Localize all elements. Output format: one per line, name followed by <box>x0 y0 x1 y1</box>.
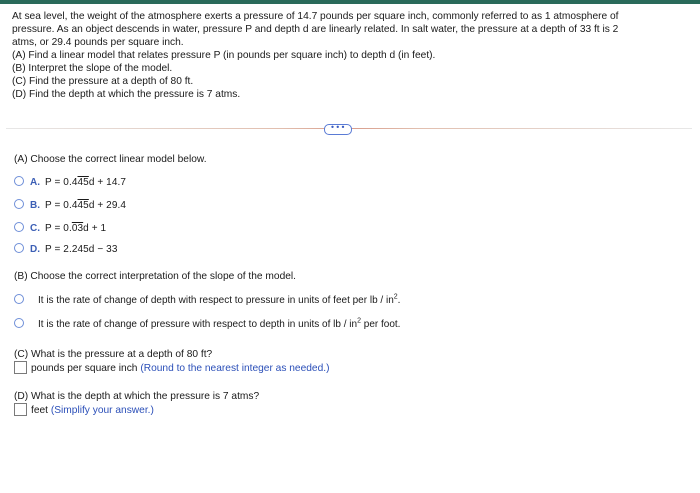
question-d-prompt: (D) What is the depth at which the pressure is 7 atms? <box>14 391 260 402</box>
expr-post: d + 29.4 <box>88 200 127 211</box>
hint-text: (Simplify your answer.) <box>50 405 154 417</box>
expr-pre: P = 0.4 <box>45 177 78 188</box>
option-b[interactable] <box>14 199 126 213</box>
question-c-prompt: (C) What is the pressure at a depth of 80 ft? <box>14 349 213 360</box>
answer-row-d <box>14 404 154 418</box>
problem-line-2: pressure. As an object descends in water, pressure P and depth d are linearly related. In salt water, the pressure at a depth of 33 ft is 2 <box>12 24 619 35</box>
option-letter: C. <box>30 223 40 234</box>
radio-button[interactable] <box>14 199 24 209</box>
top-accent-bar <box>0 0 700 4</box>
radio-button[interactable] <box>14 222 24 232</box>
expand-more-button[interactable]: ••• <box>324 124 352 135</box>
problem-part-d: (D) Find the depth at which the pressure is 7 atms. <box>12 89 241 100</box>
interpretation-option-2[interactable] <box>14 318 400 332</box>
option-expression: P = 2.245d − 33 <box>45 244 118 255</box>
option-letter: B. <box>30 200 40 211</box>
option-a[interactable] <box>14 176 126 190</box>
option-expression <box>45 177 126 188</box>
interpretation-option-1[interactable] <box>14 294 400 308</box>
answer-input-d[interactable] <box>14 403 27 416</box>
option-expression <box>45 223 106 234</box>
expr-repeating: 45 <box>77 177 89 188</box>
answer-input-c[interactable] <box>14 361 27 374</box>
expr-repeating: 03 <box>71 223 84 234</box>
superscript: 2 <box>393 293 398 301</box>
problem-part-b: (B) Interpret the slope of the model. <box>12 63 173 74</box>
answer-row-c <box>14 362 330 376</box>
option-d[interactable] <box>14 243 118 257</box>
radio-button[interactable] <box>14 318 24 328</box>
question-b-prompt: (B) Choose the correct interpretation of the slope of the model. <box>14 271 297 282</box>
option-letter: D. <box>30 244 40 255</box>
unit-label: pounds per square inch <box>31 363 138 375</box>
expr-post: d + 14.7 <box>88 177 127 188</box>
option-text-end: per foot. <box>360 319 401 330</box>
option-letter: A. <box>30 177 40 188</box>
problem-line-1: At sea level, the weight of the atmosphere exerts a pressure of 14.7 pounds per square inch, commonly referred to as 1 atmosphere of <box>12 11 619 22</box>
option-c[interactable] <box>14 222 106 236</box>
radio-button[interactable] <box>14 243 24 253</box>
option-expression <box>45 200 126 211</box>
option-text-end: . <box>397 295 401 306</box>
problem-statement <box>12 10 688 101</box>
option-text: It is the rate of change of pressure with respect to depth in units of lb / in <box>38 319 358 330</box>
problem-part-a: (A) Find a linear model that relates pressure P (in pounds per square inch) to depth d (in feet). <box>12 50 436 61</box>
hint-text: (Round to the nearest integer as needed.) <box>140 363 330 375</box>
unit-label: feet <box>31 405 48 417</box>
expr-repeating: 45 <box>77 200 89 211</box>
expr-post: d + 1 <box>83 223 107 234</box>
expr-pre: P = 0.4 <box>45 200 78 211</box>
question-a-prompt: (A) Choose the correct linear model below. <box>14 154 207 165</box>
expr-pre: P = 0. <box>45 223 72 234</box>
radio-button[interactable] <box>14 176 24 186</box>
option-text: It is the rate of change of depth with respect to pressure in units of feet per lb / in <box>38 295 394 306</box>
superscript: 2 <box>357 317 361 325</box>
problem-part-c: (C) Find the pressure at a depth of 80 ft. <box>12 76 194 87</box>
problem-line-3: atms, or 29.4 pounds per square inch. <box>12 37 184 48</box>
radio-button[interactable] <box>14 294 24 304</box>
